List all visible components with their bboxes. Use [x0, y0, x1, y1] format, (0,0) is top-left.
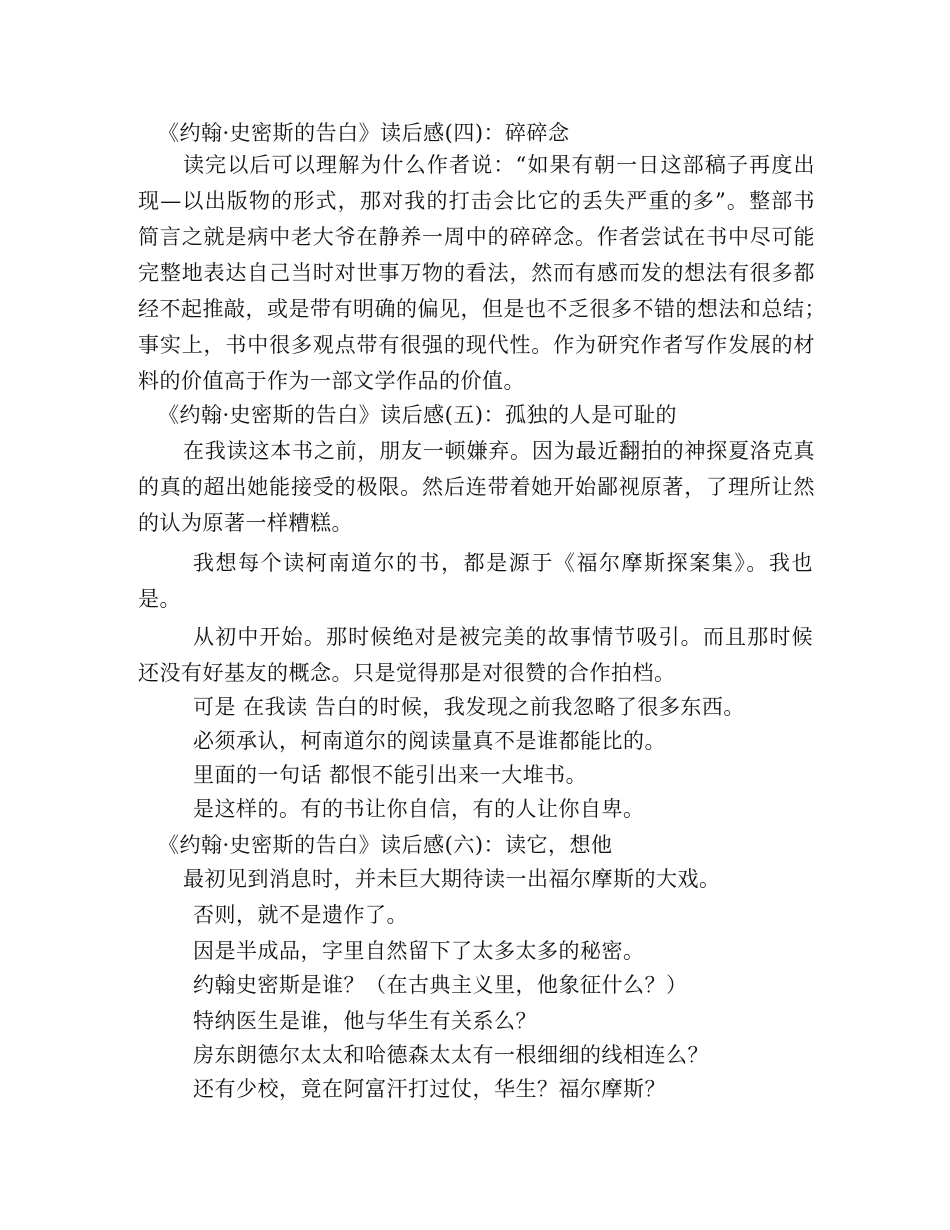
paragraph-line: 的真的超出她能接受的极限。然后连带着她开始鄙视原著，了理所让然 [138, 475, 815, 499]
paragraph-line: 特纳医生是谁，他与华生有关系么？ [193, 1009, 537, 1033]
paragraph-line: 里面的一句话 都恨不能引出来一大堆书。 [193, 763, 588, 787]
heading-part-6: 《约翰·史密斯的告白》读后感(六)：读它，想他 [158, 833, 613, 857]
paragraph-line: 现—以出版物的形式，那对我的打击会比它的丢失严重的多”。整部书 [138, 189, 815, 213]
paragraph-line: 经不起推敲，或是带有明确的偏见，但是也不乏很多不错的想法和总结； [138, 297, 826, 321]
paragraph-line: 最初见到消息时，并未巨大期待读一出福尔摩斯的大戏。 [183, 867, 721, 891]
paragraph-line: 是这样的。有的书让你自信，有的人让你自卑。 [193, 797, 645, 821]
paragraph-line: 在我读这本书之前，朋友一顿嫌弃。因为最近翻拍的神探夏洛克真 [183, 439, 815, 463]
paragraph-line: 完整地表达自己当时对世事万物的看法，然而有感而发的想法有很多都 [138, 261, 815, 285]
paragraph-line: 房东朗德尔太太和哈德森太太有一根细细的线相连么？ [193, 1043, 709, 1067]
paragraph-line: 读完以后可以理解为什么作者说：“如果有朝一日这部稿子再度出 [183, 153, 815, 177]
paragraph-line: 还有少校，竟在阿富汗打过仗，华生？福尔摩斯？ [193, 1077, 666, 1101]
paragraph-line: 约翰史密斯是谁？（在古典主义里，他象征什么？） [193, 973, 688, 997]
paragraph-line: 简言之就是病中老大爷在静养一周中的碎碎念。作者尝试在书中尽可能 [138, 225, 815, 249]
heading-part-5: 《约翰·史密斯的告白》读后感(五)：孤独的人是可耻的 [158, 403, 678, 427]
paragraph-line: 还没有好基友的概念。只是觉得那是对很赞的合作拍档。 [138, 661, 676, 685]
paragraph-line: 否则，就不是遗作了。 [193, 903, 408, 927]
paragraph-line: 可是 在我读 告白的时候，我发现之前我忽略了很多东西。 [193, 695, 745, 719]
paragraph-line: 因是半成品，字里自然留下了太多太多的秘密。 [193, 939, 645, 963]
paragraph-line: 从初中开始。那时候绝对是被完美的故事情节吸引。而且那时候 [193, 625, 813, 649]
paragraph-line: 料的价值高于作为一部文学作品的价值。 [138, 369, 525, 393]
heading-part-4: 《约翰·史密斯的告白》读后感(四)：碎碎念 [158, 121, 570, 145]
paragraph-line: 是。 [138, 587, 181, 611]
paragraph-line: 的认为原著一样糟糕。 [138, 511, 353, 535]
paragraph-line: 必须承认，柯南道尔的阅读量真不是谁都能比的。 [193, 729, 666, 753]
paragraph-line: 事实上，书中很多观点带有很强的现代性。作为研究作者写作发展的材 [138, 333, 815, 357]
paragraph-line: 我想每个读柯南道尔的书，都是源于《福尔摩斯探案集》。我也 [193, 551, 813, 575]
